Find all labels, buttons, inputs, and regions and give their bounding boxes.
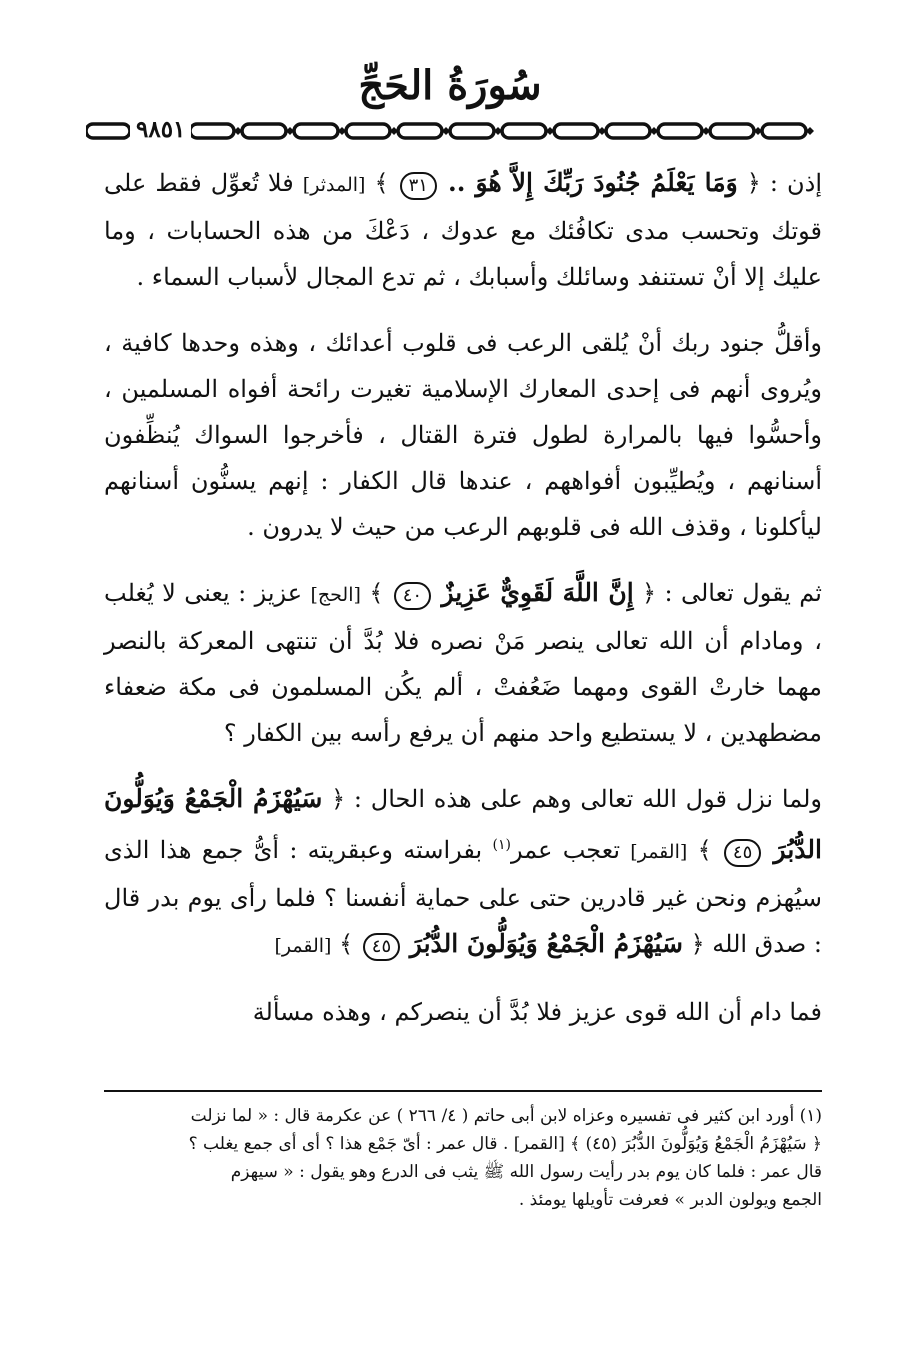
ornament-chain-icon: [86, 116, 842, 146]
paragraph-lead: ثم يقول تعالى :: [656, 579, 822, 607]
footnote-marker[interactable]: (١): [492, 837, 511, 853]
paragraph-text: عزيز : يعنى لا يُغلب ، ومادام أن الله تعالى ينصر مَنْ نصره فلا بُدَّ أن تنتهى المعركة بالنصر مهما خارتْ القوى ومهما ضَعُفتْ ، ألم يكُن المسلمون فى مكة ضعفاء مضطهدين ، لا يستطيع واحد منهم أن يرفع رأسه بين الكفار ؟: [104, 579, 822, 747]
quran-verse: وَمَا يَعْلَمُ جُنُودَ رَبِّكَ إِلاَّ هُوَ ..: [448, 168, 738, 197]
footnote-divider: [104, 1090, 822, 1092]
paragraph-2: وأقلُّ جنود ربك أنْ يُلقى الرعب فى قلوب أعدائك ، وهذه وحدها كافية ، ويُروى أنهم فى إحدى المعارك الإسلامية تغيرت رائحة أفواه المسلمين ، وأحسُّوا فيها بالمرارة لطول فترة القتال ، فأخرجوا السواك يُنظِّفون أسنانهم ، ويُطيِّبون أفواههم ، عندها قال الكفار : إنهم يسنُّون أسنانهم ليأكلونا ، وقذف الله فى قلوبهم الرعب من حيث لا يدرون .: [104, 329, 822, 541]
quran-close-bracket: ﴾: [339, 930, 354, 958]
surah-reference: [القمر]: [274, 935, 332, 957]
quran-verse: سَيُهْزَمُ الْجَمْعُ وَيُوَلُّونَ الدُّبُرَ: [104, 784, 822, 864]
quran-open-bracket: ﴿: [331, 785, 346, 813]
paragraph-text: تعجب عمر: [510, 836, 621, 864]
quran-close-bracket: ﴾: [697, 836, 712, 864]
surah-reference: [المدثر]: [302, 174, 366, 196]
ornament-border: [86, 116, 842, 146]
paragraph-4: [104, 776, 822, 969]
footnote-line: الجمع ويولون الدبر » فعرفت تأويلها يومئذ .: [518, 1190, 822, 1210]
page-number: ٩٨٥١: [130, 114, 191, 146]
quran-open-bracket: ﴿: [642, 579, 657, 607]
verse-number-badge: ٤٠: [394, 582, 431, 610]
footnote-line: (١) أورد ابن كثير فى تفسيره وعزاه لابن أبى حاتم ( ٤/ ٢٦٦ ) عن عكرمة قال : « لما نزلت: [190, 1106, 822, 1126]
quran-verse: إِنَّ اللَّهَ لَقَوِيٌّ عَزِيزٌ: [441, 578, 634, 607]
surah-title: سُورَةُ الحَجِّ: [358, 62, 542, 109]
surah-reference: [القمر]: [630, 841, 688, 863]
footnote-line: ﴿ سَيُهْزَمُ الْجَمْعُ وَيُوَلُّونَ الدُّبُرَ (٤٥) ﴾ [القمر] . قال عمر : أىّ جَمْع هذا ؟ أى أى جمع يغلب ؟: [188, 1134, 822, 1154]
paragraph-5: فما دام أن الله قوى عزيز فلا بُدَّ أن ينصركم ، وهذه مسألة: [252, 998, 822, 1026]
surah-reference: [الحج]: [310, 584, 361, 606]
paragraph-1: [104, 160, 822, 300]
quran-close-bracket: ﴾: [369, 579, 384, 607]
quran-open-bracket: ﴿: [746, 169, 761, 197]
paragraph-lead: ولما نزل قول الله تعالى وهم على هذه الحال :: [345, 785, 822, 813]
paragraph-lead: إذن :: [760, 169, 822, 197]
verse-number-badge: ٣١: [400, 172, 437, 200]
quran-close-bracket: ﴾: [374, 169, 389, 197]
quran-open-bracket: ﴿: [690, 930, 705, 958]
footnote-line: قال عمر : فلما كان يوم بدر رأيت رسول الله ﷺ يثب فى الدرع وهو يقول : « سيهزم: [230, 1162, 822, 1182]
quran-verse: سَيُهْزَمُ الْجَمْعُ وَيُوَلُّونَ الدُّبُرَ: [409, 929, 683, 958]
footnotes: [104, 1102, 822, 1214]
paragraph-3: [104, 570, 822, 756]
body-text: [104, 160, 822, 1055]
verse-number-badge: ٤٥: [363, 933, 400, 961]
paragraph-text: بفراسته وعبقريته : أىُّ جمع هذا الذى سيُهزم ونحن غير قادرين حتى على حماية أنفسنا ؟ فلما رأى يوم بدر قال : صدق الله: [104, 836, 822, 958]
paragraph-text: فلا تُعوِّل فقط على قوتك وتحسب مدى تكافُئك مع عدوك ، دَعْكَ من هذه الحسابات ، وما عليك إلا أنْ تستنفد وسائلك وأسبابك ، ثم تدع المجال لأسباب السماء .: [104, 169, 822, 291]
verse-number-badge: ٤٥: [724, 839, 761, 867]
